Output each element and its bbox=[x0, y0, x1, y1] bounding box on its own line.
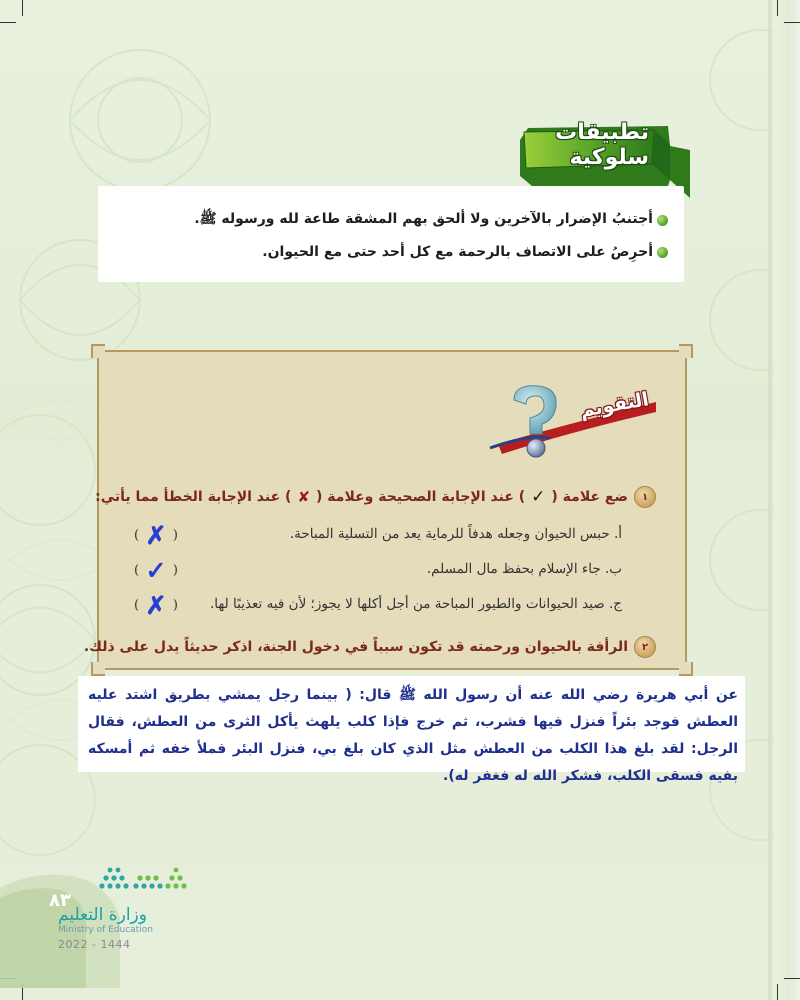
question-item-text: ج. صيد الحيوانات والطيور المباحة من أجل أكلها لا يجوز؛ لأن فيه تعذيبًا لها. bbox=[209, 596, 622, 612]
answer-box[interactable] bbox=[134, 592, 178, 618]
answer-x-mark-icon: ✗ bbox=[145, 590, 167, 620]
crop-mark bbox=[777, 0, 778, 16]
check-mark-icon: ✓ bbox=[531, 487, 546, 507]
question-number: ٢ bbox=[641, 641, 649, 653]
question-item bbox=[210, 596, 622, 612]
page-fold-line bbox=[768, 0, 772, 1000]
question-1-line bbox=[95, 486, 656, 508]
question-item bbox=[427, 561, 622, 577]
answer-box[interactable] bbox=[134, 557, 178, 583]
answer-x-mark-icon: ✗ bbox=[145, 520, 167, 550]
answer-check-mark-icon: ✓ bbox=[145, 555, 167, 585]
crop-mark bbox=[784, 22, 800, 23]
crop-mark bbox=[777, 984, 778, 1000]
question-2-line bbox=[84, 636, 656, 658]
page-number: ٨٣ bbox=[49, 890, 71, 911]
question-item-text: ب. جاء الإسلام بحفظ مال المسلم. bbox=[426, 561, 622, 577]
answer-open-paren: ( bbox=[172, 527, 178, 543]
question-1-text-a: ضع علامة ( bbox=[551, 489, 628, 505]
behavior-item-text: أحرِصُ على الاتصاف بالرحمة مع كل أحد حتى مع الحيوان. bbox=[262, 244, 653, 260]
question-number: ١ bbox=[641, 491, 649, 503]
answer-close-paren: ) bbox=[134, 597, 140, 613]
frame-corner bbox=[91, 662, 105, 676]
list-item bbox=[194, 204, 668, 236]
question-1-text-c: ) عند الإجابة الخطأ مما يأتي: bbox=[95, 489, 292, 505]
question-item-text: أ. حبس الحيوان وجعله هدفاً للرماية يعد من التسلية المباحة. bbox=[289, 526, 622, 542]
bullet-icon bbox=[657, 215, 668, 226]
question-number-badge bbox=[634, 486, 656, 508]
question-item bbox=[290, 526, 622, 542]
answer-close-paren: ) bbox=[134, 562, 140, 578]
list-item bbox=[228, 236, 668, 268]
hadith-answer-text: عن أبي هريرة رضي الله عنه أن رسول الله ﷺ قال: ( بينما رجل يمشي بطريق اشتد عليه العطش فوجد بئراً فنزل فيها فشرب، ثم خرج فإذا كلب يلهث يأكل الثرى من العطش، فقال الرجل: لقد بلغ هذا الكلب من العطش مثل الذي كان بلغ بي، فنزل البئر فملأ خفه ثم أمسكه بفيه فسقى الكلب، فشكر الله له فغفر له). bbox=[88, 687, 738, 784]
question-number-badge bbox=[634, 636, 656, 658]
ministry-logo-icon bbox=[96, 866, 190, 900]
crop-mark bbox=[22, 0, 23, 16]
answer-box[interactable] bbox=[134, 522, 178, 548]
academic-year: 2022 - 1444 bbox=[58, 938, 131, 951]
frame-corner bbox=[679, 344, 693, 358]
answer-close-paren: ) bbox=[134, 527, 140, 543]
frame-corner bbox=[679, 662, 693, 676]
crop-mark bbox=[0, 22, 16, 23]
frame-corner bbox=[91, 344, 105, 358]
question-2-text: الرأفة بالحيوان ورحمته قد تكون سبباً في دخول الجنة، اذكر حديثاً يدل على ذلك. bbox=[83, 639, 628, 655]
ministry-name-english: Ministry of Education bbox=[58, 925, 153, 935]
behavior-banner-title: تطبيقات سلوكية bbox=[555, 120, 649, 170]
bullet-icon bbox=[657, 247, 668, 258]
cross-mark-icon: ✘ bbox=[297, 488, 311, 506]
binding-edge bbox=[774, 0, 800, 1000]
evaluation-title: التقويم bbox=[578, 388, 651, 422]
answer-open-paren: ( bbox=[172, 597, 178, 613]
answer-open-paren: ( bbox=[172, 562, 178, 578]
behavior-item-text: أجتنبُ الإضرار بالآخرين ولا ألحق بهم المشقة طاعة لله ورسوله ﷺ. bbox=[194, 211, 653, 227]
behavior-applications-list bbox=[194, 204, 668, 268]
question-1-text-b: ) عند الإجابة الصحيحة وعلامة ( bbox=[316, 489, 526, 505]
ministry-name-arabic: وزارة التعليم bbox=[58, 905, 147, 925]
crop-mark bbox=[784, 978, 800, 979]
